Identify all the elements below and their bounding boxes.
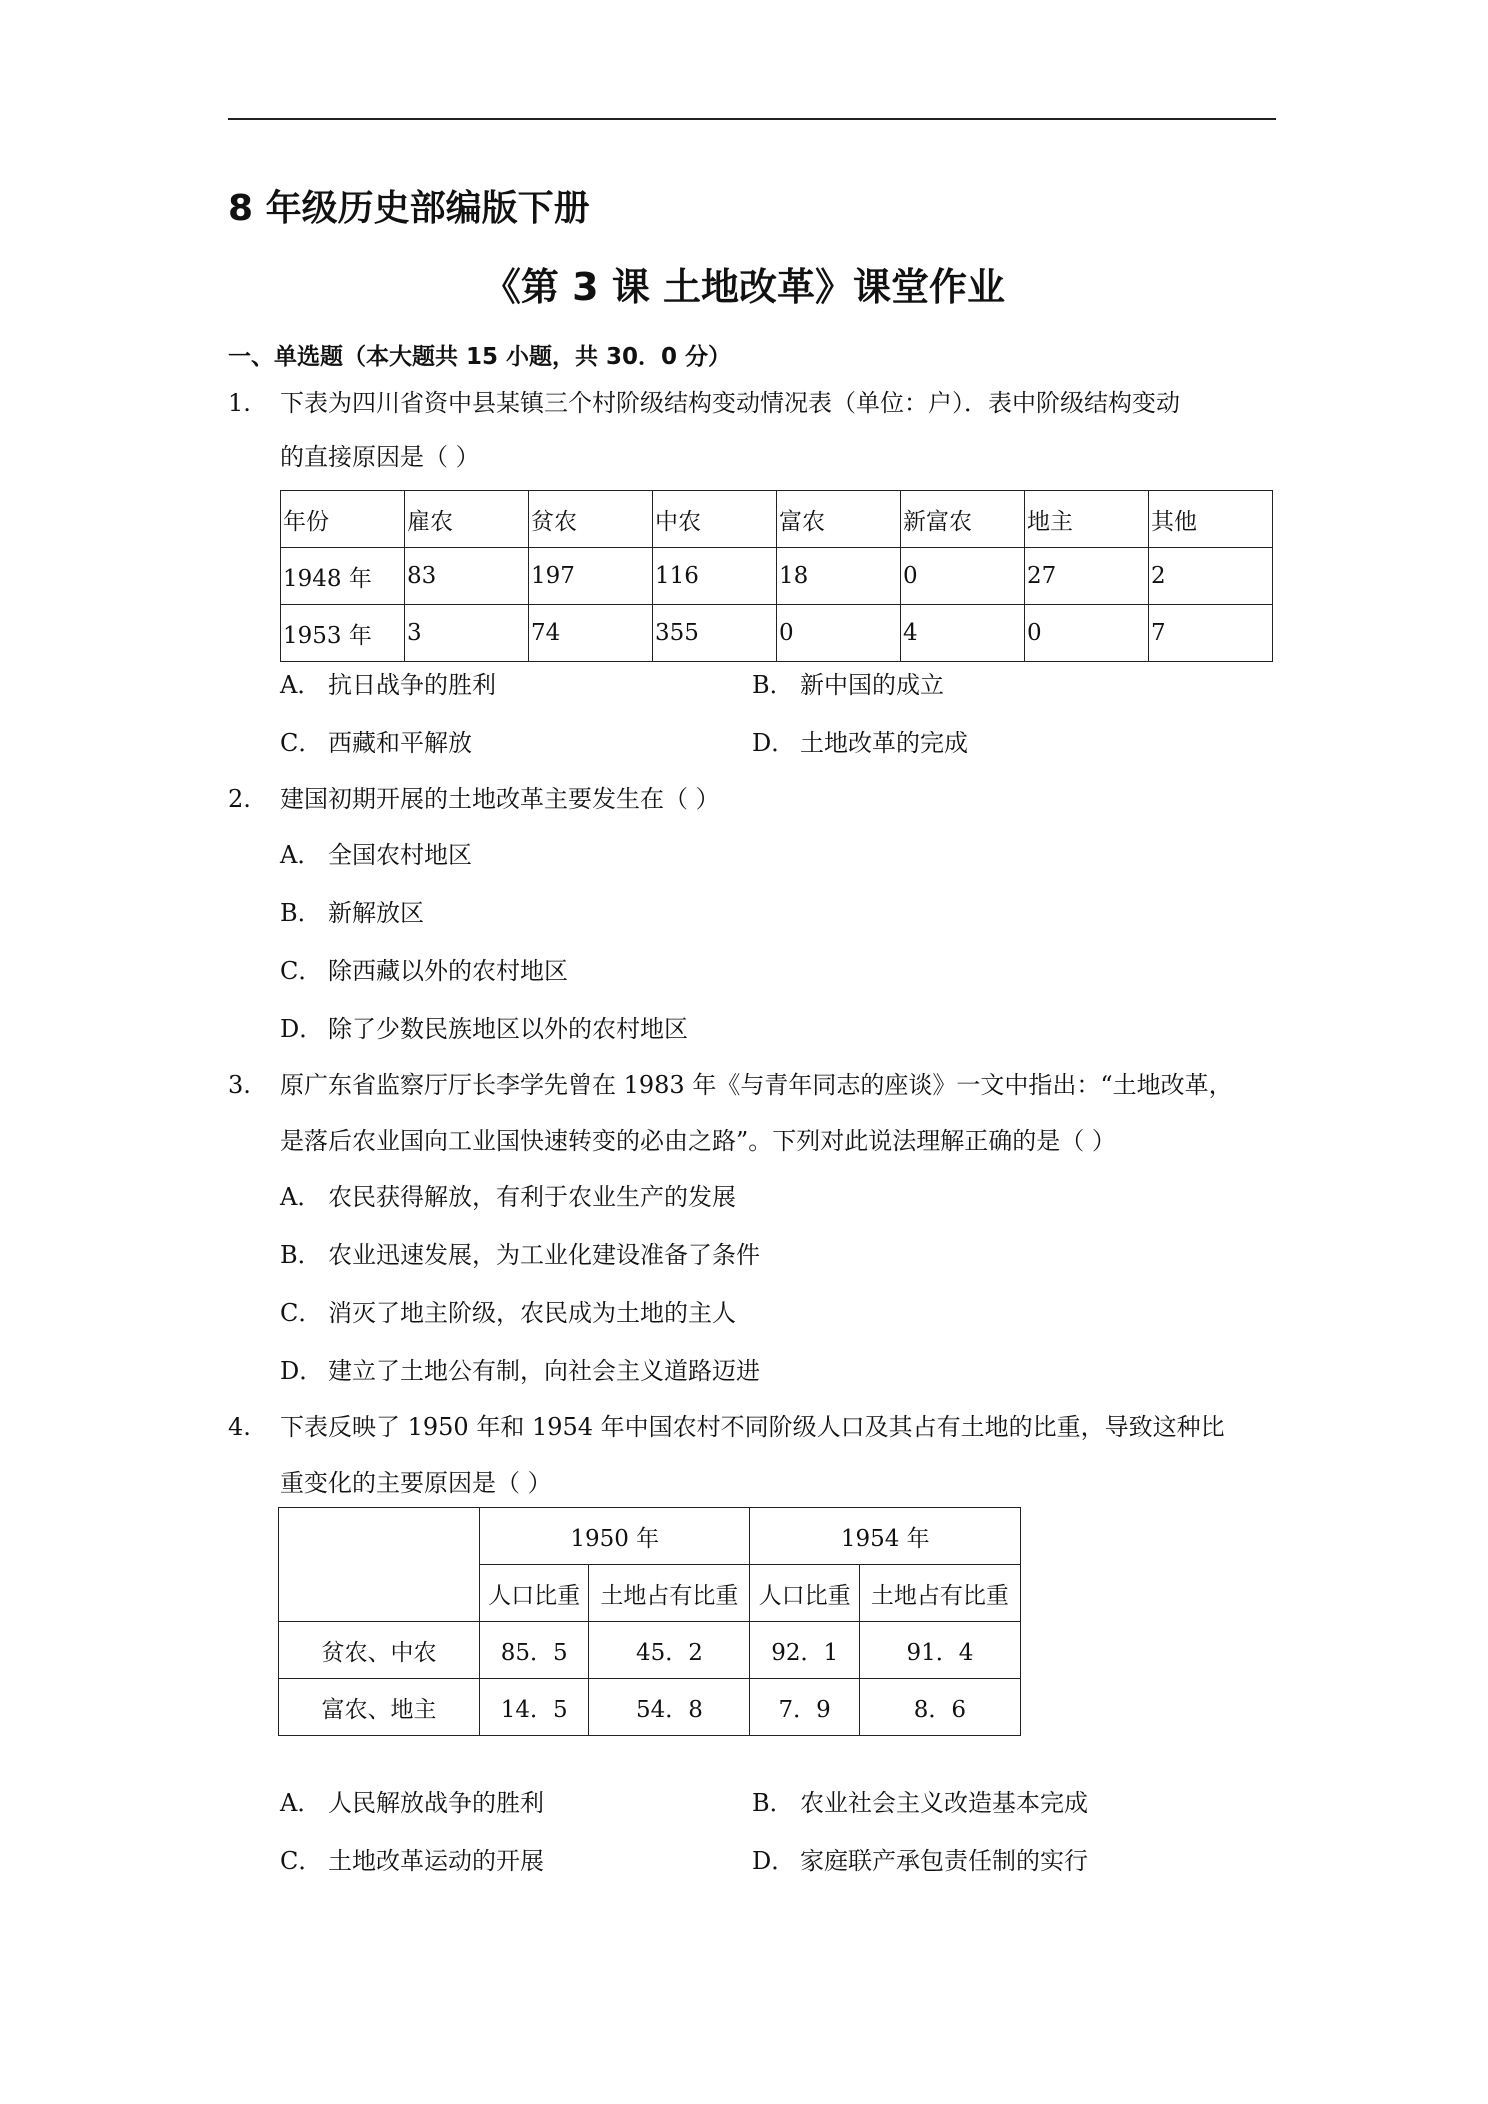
table-header-cell: 雇农 [405,491,529,548]
option-a[interactable] [280,1180,736,1214]
table-cell: 83 [405,548,529,605]
question-stem-line: 下表为四川省资中县某镇三个村阶级结构变动情况表（单位：户）．表中阶级结构变动 [280,389,1180,417]
table-cell: 2 [1149,548,1273,605]
table-cell: 85．5 [480,1622,589,1679]
table-cell: 0 [777,605,901,662]
table-header-cell: 年份 [281,491,405,548]
option-text: 家庭联产承包责任制的实行 [800,1847,1088,1875]
option-c[interactable] [280,1844,544,1878]
option-text: 抗日战争的胜利 [328,671,496,699]
option-letter: D． [752,1847,796,1875]
table-header-cell: 新富农 [901,491,1025,548]
table-header-cell: 贫农 [529,491,653,548]
table-cell: 197 [529,548,653,605]
option-text: 除了少数民族地区以外的农村地区 [328,1015,688,1043]
option-letter: B． [752,1789,794,1817]
option-letter: B． [280,1241,322,1269]
table-subheader-cell: 人口比重 [480,1565,589,1622]
table-cell: 4 [901,605,1025,662]
option-text: 土地改革的完成 [800,729,968,757]
option-letter: C． [280,957,323,985]
option-letter: A． [280,671,322,699]
table-cell: 92．1 [750,1622,859,1679]
option-c[interactable] [280,954,568,988]
table-row-label: 贫农、中农 [279,1622,480,1679]
table-row-label: 富农、地主 [279,1679,480,1736]
grade-title: 8 年级历史部编版下册 [228,188,590,229]
table-cell: 8．6 [859,1679,1020,1736]
option-b[interactable] [752,668,944,702]
option-letter: C． [280,1299,323,1327]
question-stem-line: 建国初期开展的土地改革主要发生在（ ） [280,785,720,813]
section-heading: 一、单选题（本大题共 15 小题，共 30．0 分） [228,344,732,370]
option-text: 土地改革运动的开展 [328,1847,544,1875]
option-a[interactable] [280,668,496,702]
option-b[interactable] [280,896,424,930]
table-cell: 355 [653,605,777,662]
option-text: 新解放区 [328,899,424,927]
option-text: 西藏和平解放 [328,729,472,757]
table-cell: 1953 年 [281,605,405,662]
option-letter: D． [280,1015,324,1043]
class-structure-table [280,490,1273,662]
table-header-cell: 富农 [777,491,901,548]
table-cell: 45．2 [589,1622,750,1679]
table-subheader-cell: 人口比重 [750,1565,859,1622]
option-text: 农民获得解放，有利于农业生产的发展 [328,1183,736,1211]
option-letter: A． [280,1789,322,1817]
option-a[interactable] [280,1786,544,1820]
table-header-row [279,1508,1021,1565]
option-letter: A． [280,841,322,869]
table-header-row [281,491,1273,548]
option-text: 全国农村地区 [328,841,472,869]
table-cell: 54．8 [589,1679,750,1736]
table-cell: 91．4 [859,1622,1020,1679]
option-letter: B． [752,671,794,699]
question-stem-line: 原广东省监察厅厅长李学先曾在 1983 年《与青年同志的座谈》一文中指出：“土地改革， [280,1071,1233,1099]
option-text: 新中国的成立 [800,671,944,699]
option-d[interactable] [752,1844,1088,1878]
question-stem-line: 的直接原因是（ ） [280,443,480,471]
option-text: 农业社会主义改造基本完成 [800,1789,1088,1817]
option-d[interactable] [280,1012,688,1046]
table-cell: 3 [405,605,529,662]
table-cell: 1948 年 [281,548,405,605]
lesson-title: 《第 3 课 土地改革》课堂作业 [482,265,1006,309]
option-b[interactable] [280,1238,760,1272]
question-number: 3. [228,1071,251,1099]
table-cell: 0 [901,548,1025,605]
table-cell: 27 [1025,548,1149,605]
option-letter: D． [752,729,796,757]
option-text: 除西藏以外的农村地区 [328,957,568,985]
table-cell: 7 [1149,605,1273,662]
table-cell: 74 [529,605,653,662]
table-cell: 18 [777,548,901,605]
table-corner-cell [279,1508,480,1622]
option-b[interactable] [752,1786,1088,1820]
option-d[interactable] [280,1354,760,1388]
option-letter: C． [280,729,323,757]
question-stem-line: 下表反映了 1950 年和 1954 年中国农村不同阶级人口及其占有土地的比重，导致这种比 [280,1413,1225,1441]
option-a[interactable] [280,838,472,872]
question-number: 2. [228,785,251,813]
question-number: 4. [228,1413,251,1441]
table-cell: 116 [653,548,777,605]
option-text: 农业迅速发展，为工业化建设准备了条件 [328,1241,760,1269]
table-subheader-cell: 土地占有比重 [589,1565,750,1622]
question-stem-line: 是落后农业国向工业国快速转变的必由之路”。下列对此说法理解正确的是（ ） [280,1127,1116,1155]
table-row [279,1679,1021,1736]
table-subheader-cell: 土地占有比重 [859,1565,1020,1622]
option-letter: A． [280,1183,322,1211]
land-share-table [278,1507,1021,1736]
table-row [281,605,1273,662]
option-text: 人民解放战争的胜利 [328,1789,544,1817]
table-header-cell: 中农 [653,491,777,548]
header-rule [228,118,1276,120]
table-year-header: 1954 年 [750,1508,1021,1565]
question-stem-line: 重变化的主要原因是（ ） [280,1469,552,1497]
table-row [279,1622,1021,1679]
option-d[interactable] [752,726,968,760]
table-cell: 14．5 [480,1679,589,1736]
option-text: 建立了土地公有制，向社会主义道路迈进 [328,1357,760,1385]
option-letter: D． [280,1357,324,1385]
table-cell: 0 [1025,605,1149,662]
option-letter: C． [280,1847,323,1875]
table-header-cell: 地主 [1025,491,1149,548]
option-c[interactable] [280,1296,736,1330]
option-c[interactable] [280,726,472,760]
table-cell: 7．9 [750,1679,859,1736]
option-letter: B． [280,899,322,927]
table-year-header: 1950 年 [480,1508,750,1565]
table-header-cell: 其他 [1149,491,1273,548]
question-number: 1. [228,389,251,417]
table-row [281,548,1273,605]
option-text: 消灭了地主阶级，农民成为土地的主人 [328,1299,736,1327]
